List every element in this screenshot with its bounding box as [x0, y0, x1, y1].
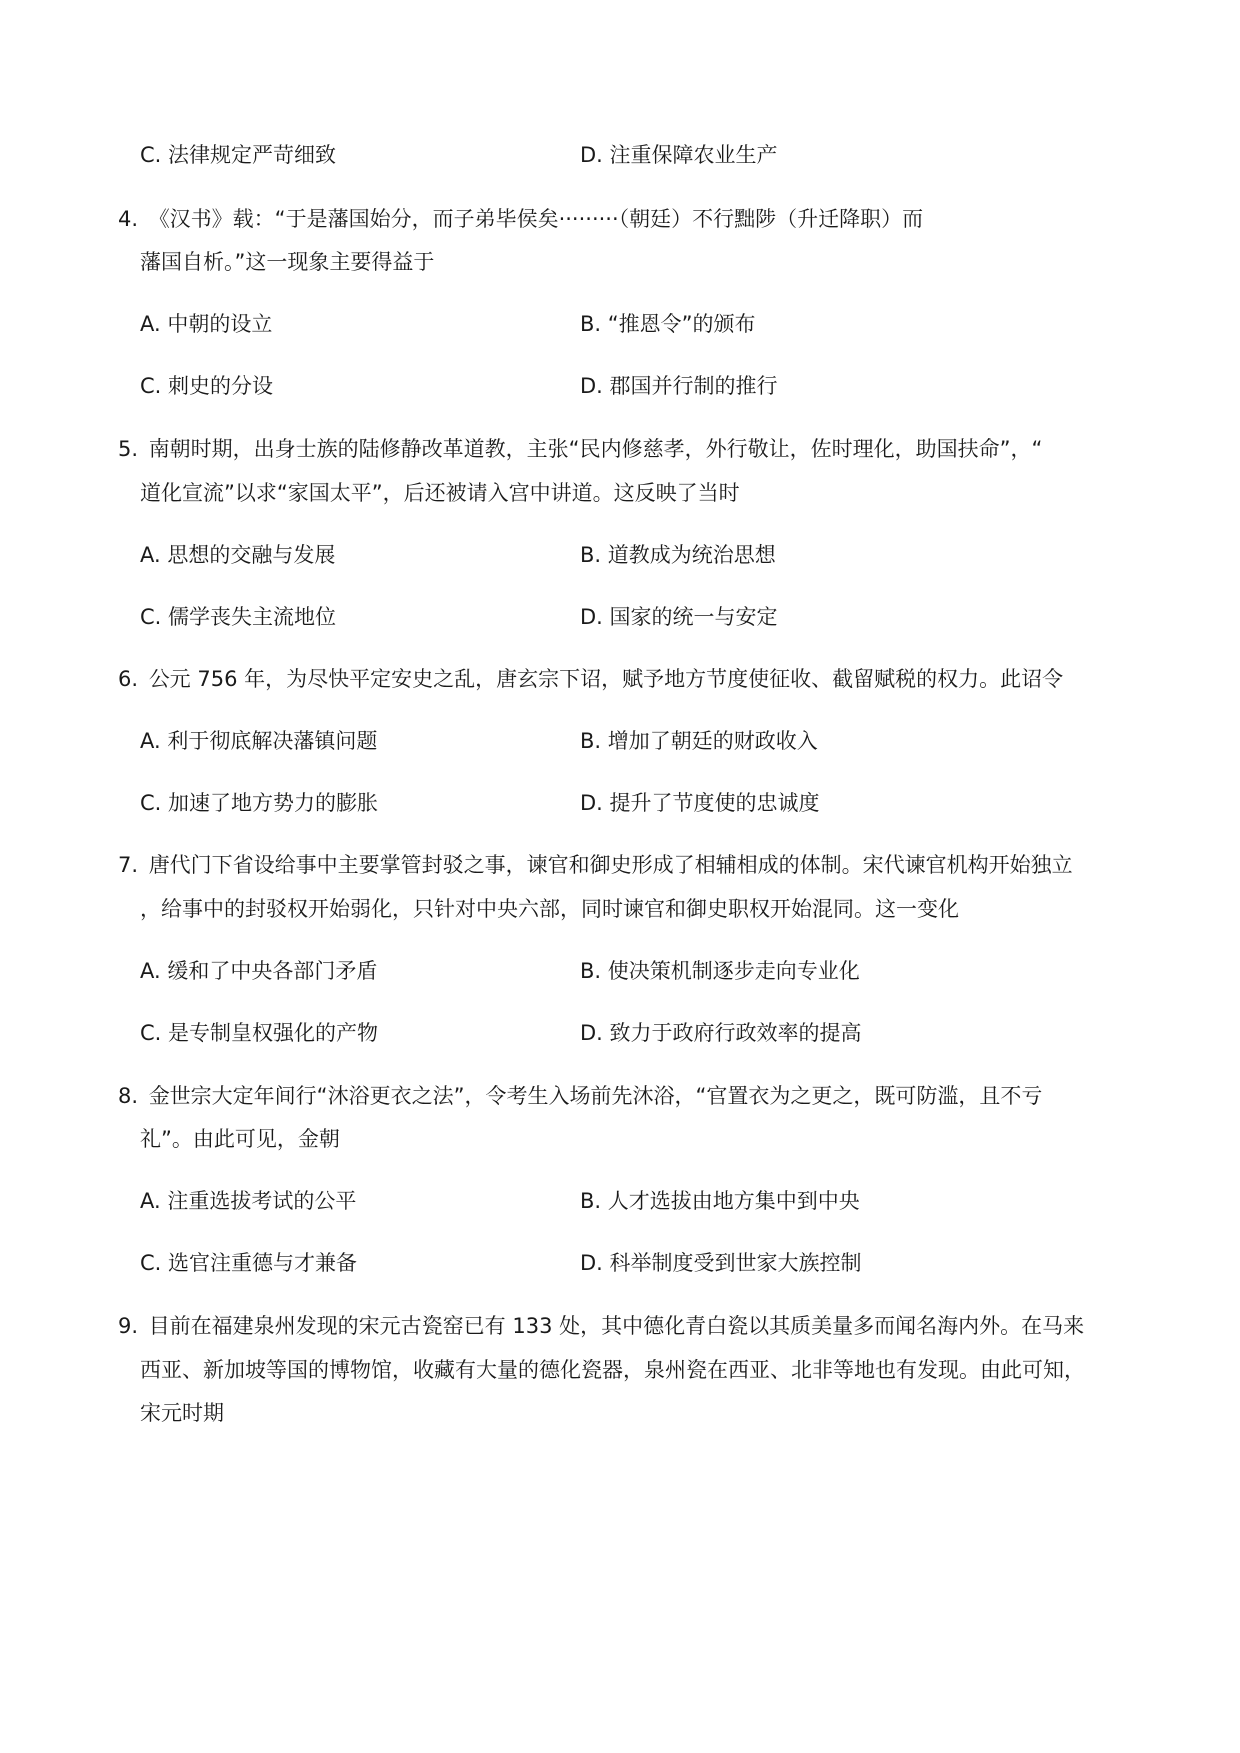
q7-stem-text-1: 唐代门下省设给事中主要掌管封驳之事，谏官和御史形成了相辅相成的体制。宋代谏官机构开始独立: [148, 853, 1073, 877]
q5-number: 5.: [118, 437, 139, 461]
q4-option-c: C. 刺史的分设: [140, 374, 274, 398]
q4-stem-line2: 藩国自析。”这一现象主要得益于: [140, 250, 435, 274]
q6-stem-text-1: 公元 756 年，为尽快平定安史之乱，唐玄宗下诏，赋予地方节度使征收、截留赋税的权力。此诏令: [148, 667, 1064, 691]
q8-stem-line2: 礼”。由此可见，金朝: [140, 1127, 340, 1151]
q8-option-b: B. 人才选拔由地方集中到中央: [580, 1189, 860, 1213]
q7-stem-line1: [118, 851, 1073, 879]
q6-stem-line1: [118, 665, 1063, 693]
q7-option-d: D. 致力于政府行政效率的提高: [580, 1021, 862, 1045]
q8-option-d: D. 科举制度受到世家大族控制: [580, 1251, 862, 1275]
q5-option-a: A. 思想的交融与发展: [140, 543, 336, 567]
q3-option-d: D. 注重保障农业生产: [580, 143, 778, 167]
q9-number: 9.: [118, 1314, 139, 1338]
q6-option-d: D. 提升了节度使的忠诚度: [580, 791, 820, 815]
q6-option-a: A. 利于彻底解决藩镇问题: [140, 729, 378, 753]
q4-option-d: D. 郡国并行制的推行: [580, 374, 778, 398]
q8-option-a: A. 注重选拔考试的公平: [140, 1189, 357, 1213]
q4-stem-text-1: 《汉书》载：“于是藩国始分，而子弟毕侯矣·········（朝廷）不行黜陟（升迁降职）而: [148, 207, 924, 231]
q7-option-b: B. 使决策机制逐步走向专业化: [580, 959, 860, 983]
q7-number: 7.: [118, 853, 139, 877]
q8-stem-text-1: 金世宗大定年间行“沐浴更衣之法”，令考生入场前先沐浴，“官置衣为之更之，既可防滥，且不亏: [148, 1084, 1043, 1108]
q8-number: 8.: [118, 1084, 139, 1108]
q5-option-b: B. 道教成为统治思想: [580, 543, 776, 567]
q6-option-b: B. 增加了朝廷的财政收入: [580, 729, 818, 753]
q7-option-c: C. 是专制皇权强化的产物: [140, 1021, 379, 1045]
q4-number: 4.: [118, 207, 139, 231]
q6-number: 6.: [118, 667, 139, 691]
q5-option-c: C. 儒学丧失主流地位: [140, 605, 337, 629]
q9-stem-line2: 西亚、新加坡等国的博物馆，收藏有大量的德化瓷器，泉州瓷在西亚、北非等地也有发现。由此可知，: [140, 1358, 1085, 1382]
q5-option-d: D. 国家的统一与安定: [580, 605, 778, 629]
q5-stem-text-1: 南朝时期，出身士族的陆修静改革道教，主张“民内修慈孝，外行敬让，佐时理化，助国扶命”，“: [148, 437, 1043, 461]
q9-stem-text-1: 目前在福建泉州发现的宋元古瓷窑已有 133 处，其中德化青白瓷以其质美量多而闻名海内外。在马来: [148, 1314, 1085, 1338]
q9-stem-line3: 宋元时期: [140, 1401, 224, 1425]
q6-option-c: C. 加速了地方势力的膨胀: [140, 791, 379, 815]
q5-stem-line1: [118, 435, 1042, 463]
q9-stem-line1: [118, 1312, 1084, 1340]
q3-option-c: C. 法律规定严苛细致: [140, 143, 337, 167]
q8-stem-line1: [118, 1082, 1042, 1110]
q8-option-c: C. 选官注重德与才兼备: [140, 1251, 358, 1275]
q7-stem-line2: ，给事中的封驳权开始弱化，只针对中央六部，同时谏官和御史职权开始混同。这一变化: [140, 897, 959, 921]
q4-option-b: B. “推恩令”的颁布: [580, 312, 756, 336]
q5-stem-line2: 道化宣流”以求“家国太平”，后还被请入宫中讲道。这反映了当时: [140, 481, 740, 505]
q7-option-a: A. 缓和了中央各部门矛盾: [140, 959, 378, 983]
q4-stem-line1: [118, 205, 923, 233]
q4-option-a: A. 中朝的设立: [140, 312, 273, 336]
